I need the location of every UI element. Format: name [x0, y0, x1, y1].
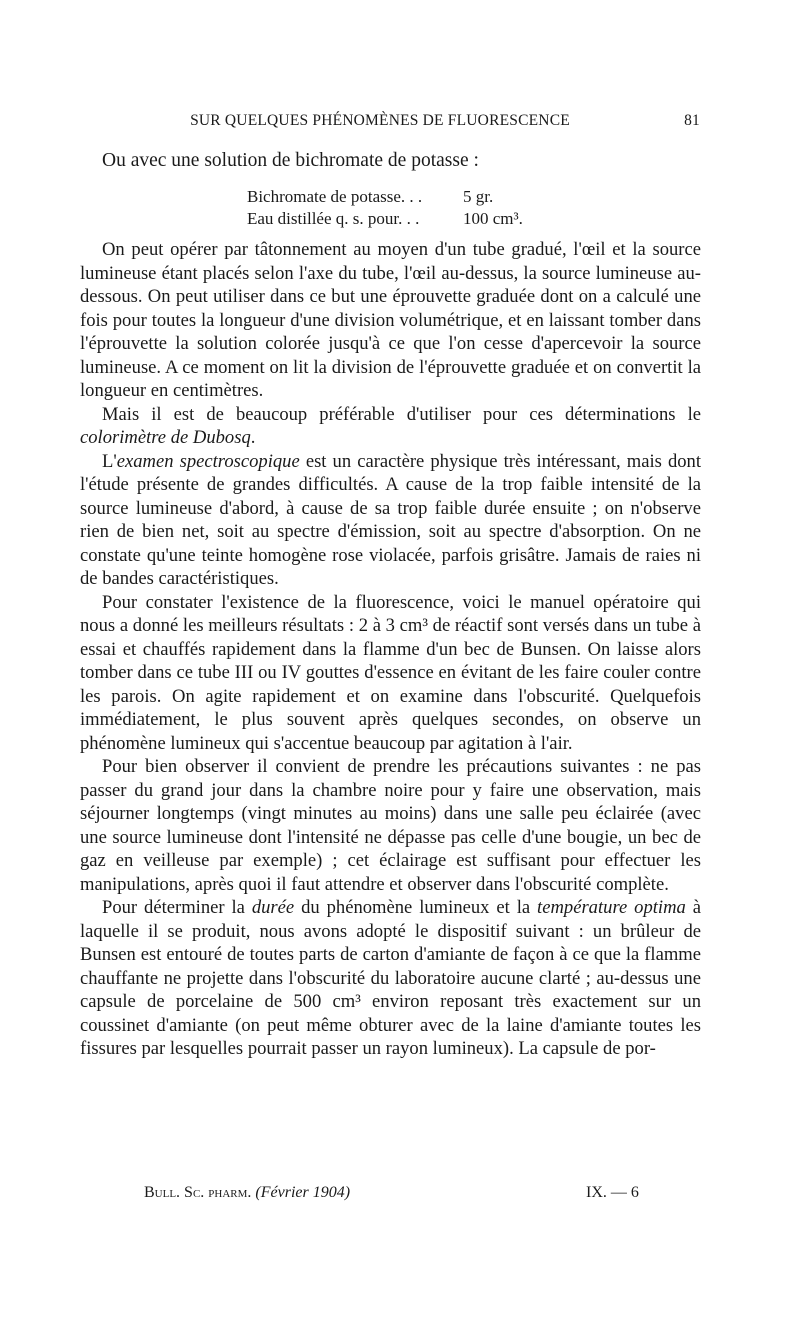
- footer-signature: IX. — 6: [586, 1184, 639, 1201]
- footer-date: (Février 1904): [255, 1184, 351, 1201]
- italic-term-temperature: température optima: [537, 897, 686, 918]
- paragraph-titration: On peut opérer par tâtonnement au moyen d'un tube gradué, l'œil et la source lumineuse étant placés selon l'axe du tube, l'œil au-dessus, la source lumineuse au-dessous. On peut utiliser dans ce but une éprouvette graduée dont on a calculé une fois pour toutes la longueur d'une division volumétrique, et en laissant tomber dans l'éprouvette la solution colorée jusqu'à ce que l'on cesse d'apercevoir la source lumineuse. A ce moment on lit la division de l'éprouvette graduée et on convertit la longueur en centimètres.: [80, 239, 701, 401]
- recipe-quantity: 5 gr.: [463, 187, 494, 206]
- recipe-ingredient: Eau distillée q. s. pour. . .: [247, 209, 420, 228]
- running-header: [80, 112, 700, 134]
- paragraph-precautions: Pour bien observer il convient de prendre les précautions suivantes : ne pas passer du grand jour dans la chambre noire pour y faire une observation, mais séjourner longtemps (vingt minutes au moins) dans une salle peu éclairée (avec une source lumineuse dont l'intensité ne dépasse pas celle d'une bougie, un bec de gaz en veilleuse par exemple) ; cet éclairage est suffisant pour effectuer les manipulations, après quoi il faut attendre et observer dans l'obscurité complète.: [80, 756, 701, 895]
- recipe-row: [247, 186, 667, 208]
- paragraph-text: L': [102, 450, 117, 472]
- footer-citation: [144, 1184, 350, 1202]
- italic-term-examen: examen spectroscopique: [116, 450, 300, 472]
- page-footer: [144, 1184, 704, 1206]
- footer-journal: Bull. Sc. pharm.: [144, 1184, 252, 1201]
- italic-term-colorimetre: colorimètre de Dubosq: [80, 427, 251, 448]
- recipe-list: [247, 186, 667, 230]
- paragraph-colorimeter: [80, 403, 701, 450]
- paragraph-text: Mais il est de beaucoup préférable d'utiliser pour ces déterminations le: [102, 403, 701, 425]
- recipe-intro: Ou avec une solution de bichromate de potasse :: [102, 150, 479, 171]
- recipe-row: [247, 208, 667, 230]
- page-number: 81: [684, 112, 700, 129]
- paragraph-text: est un caractère physique très intéressant, mais dont l'étude présente de grandes difficultés. A cause de la trop faible intensité de la source lumineuse d'abord, à cause de sa trop faible durée ensuite ; on n'observe rien de bien net, soit au spectre d'émission, soit au spectre d'absorption. On ne constate qu'une teinte homogène rose violacée, parfois grisâtre. Jamais de raies ni de bandes caractéristiques.: [80, 450, 702, 589]
- paragraph-text: à laquelle il se produit, nous avons adopté le dispositif suivant : un brûleur de Bunsen est entouré de toutes parts de carton d'amiante de façon à ce que la flamme chauffante ne projette dans l'obscurité du laboratoire aucune clarté ; au-dessus une capsule de porcelaine de 500 cm³ environ reposant très exactement sur un coussinet d'amiante (on peut même obturer avec de la laine d'amiante toutes les fissures par lesquelles pourrait passer un rayon lumineux). La capsule de por-: [80, 897, 701, 1059]
- paragraph-procedure: Pour constater l'existence de la fluorescence, voici le manuel opératoire qui nous a donné les meilleurs résultats : 2 à 3 cm³ de réactif sont versés dans un tube à essai et chauffés rapidement dans la flamme d'un bec de Bunsen. On laisse alors tomber dans ce tube III ou IV gouttes d'essence en évitant de les faire couler contre les parois. On agite rapidement et on examine dans l'obscurité. Quelquefois immédiatement, le plus souvent après quelques secondes, on observe un phénomène lumineux qui s'accentue beaucoup par agitation à l'air.: [80, 591, 701, 754]
- recipe-quantity: 100 cm³.: [463, 209, 523, 228]
- italic-term-duree: durée: [251, 897, 295, 918]
- paragraph-text: du phénomène lumineux et la: [294, 897, 538, 918]
- paragraph-text: Pour déterminer la: [102, 897, 252, 918]
- running-title: SUR QUELQUES PHÉNOMÈNES DE FLUORESCENCE: [190, 112, 570, 129]
- paragraph-text: .: [250, 427, 256, 448]
- paragraph-spectroscopy: [80, 450, 701, 591]
- body-text: [80, 238, 701, 1061]
- recipe-ingredient: Bichromate de potasse. . .: [247, 187, 423, 206]
- paragraph-apparatus: [80, 896, 701, 1061]
